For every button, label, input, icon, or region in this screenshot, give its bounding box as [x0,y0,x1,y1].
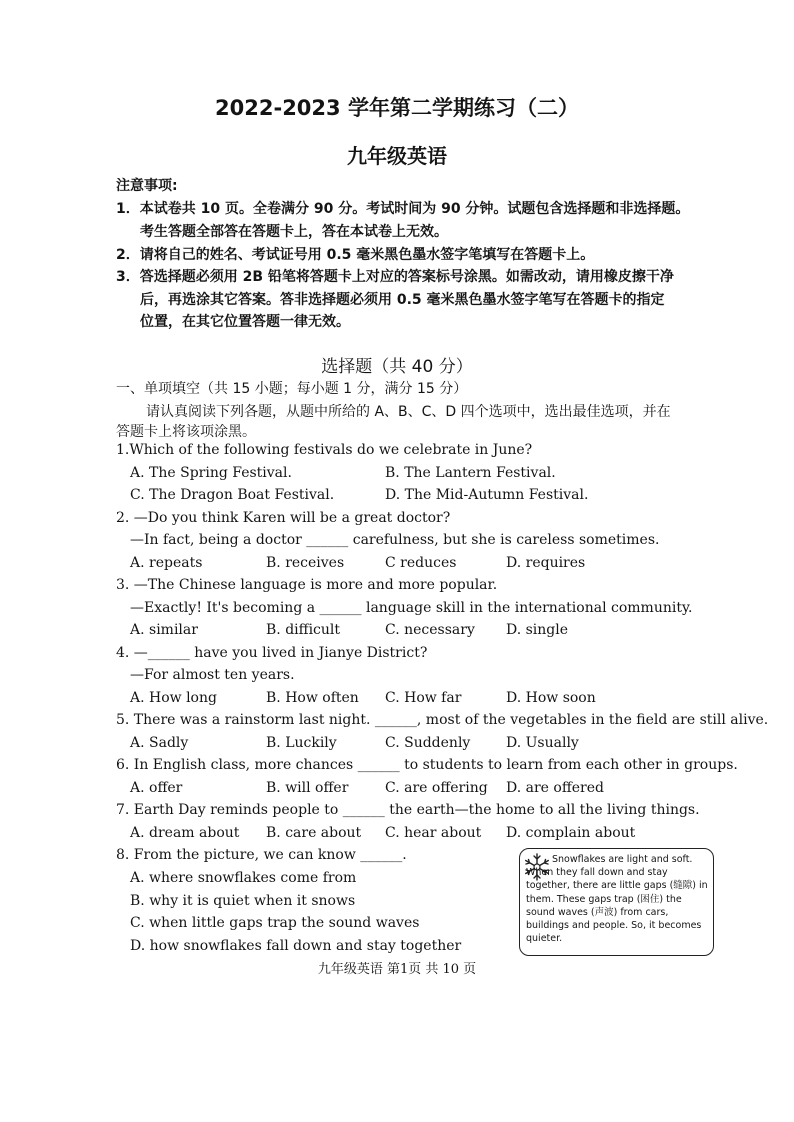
q8-option-b: B. why it is quiet when it snows [130,893,356,909]
part-heading: 一、单项填空（共 15 小题；每小题 1 分，满分 15 分） [116,381,468,397]
q5-option-d: D. Usually [506,735,579,751]
q3-option-d: D. single [506,622,569,638]
q1-option-c: C. The Dragon Boat Festival. [130,487,335,503]
q5-option-c: C. Suddenly [385,735,471,751]
q4-option-d: D. How soon [506,690,596,706]
question-2-line: —In fact, being a doctor ______ carefulness, but she is careless sometimes. [130,532,660,548]
q2-option-b: B. receives [266,555,345,571]
q4-option-b: B. How often [266,690,359,706]
q6-option-c: C. are offering [385,780,488,796]
q7-option-c: C. hear about [385,825,482,841]
question-5-stem: 5. There was a rainstorm last night. ______, most of the vegetables in the field are still alive. [116,712,769,728]
q6-option-d: D. are offered [506,780,604,796]
question-8-stem: 8. From the picture, we can know ______. [116,847,407,863]
q5-option-a: A. Sadly [130,735,189,751]
q4-option-c: C. How far [385,690,462,706]
q1-option-a: A. The Spring Festival. [130,465,292,481]
note-line: 考生答题全部答在答题卡上，答在本试卷上无效。 [140,224,448,240]
note-line: 2．请将自己的姓名、考试证号用 0.5 毫米黑色墨水签字笔填写在答题卡上。 [116,247,595,263]
section-title: 选择题（共 40 分） [321,357,473,377]
q6-option-b: B. will offer [266,780,349,796]
q3-option-b: B. difficult [266,622,341,638]
q2-option-a: A. repeats [130,555,203,571]
q2-option-c: C reduces [385,555,457,571]
instruction-line: 请认真阅读下列各题，从题中所给的 A、B、C、D 四个选项中，选出最佳选项，并在 [146,404,671,420]
question-2-stem: 2. —Do you think Karen will be a great doctor? [116,510,451,526]
exam-title: 2022-2023 学年第二学期练习（二） [215,96,579,120]
q2-option-d: D. requires [506,555,586,571]
q7-option-b: B. care about [266,825,362,841]
q3-option-c: C. necessary [385,622,475,638]
question-4-line: —For almost ten years. [130,667,295,683]
q8-option-a: A. where snowflakes come from [130,870,357,886]
question-7-stem: 7. Earth Day reminds people to ______ the earth—the home to all the living things. [116,802,700,818]
q8-option-d: D. how snowflakes fall down and stay together [130,938,462,954]
exam-subtitle: 九年级英语 [347,144,447,168]
note-line: 后，再选涂其它答案。答非选择题必须用 0.5 毫米黑色墨水签字笔写在答题卡的指定 [140,292,665,308]
q4-option-a: A. How long [130,690,217,706]
note-line: 1．本试卷共 10 页。全卷满分 90 分。考试时间为 90 分钟。试题包含选择题和非选择题。 [116,201,690,217]
notes-heading: 注意事项: [116,178,178,194]
q3-option-a: A. similar [130,622,198,638]
instruction-line: 答题卡上将该项涂黑。 [116,424,256,440]
note-line: 3．答选择题必须用 2B 铅笔将答题卡上对应的答案标号涂黑。如需改动，请用橡皮擦干净 [116,269,674,285]
q7-option-d: D. complain about [506,825,636,841]
note-line: 位置，在其它位置答题一律无效。 [140,314,350,330]
question-3-line: —Exactly! It's becoming a ______ language skill in the international community. [130,600,693,616]
page-footer: 九年级英语 第1页 共 10 页 [317,962,477,977]
q1-option-b: B. The Lantern Festival. [385,465,556,481]
question-1-stem: 1.Which of the following festivals do we celebrate in June? [116,442,533,458]
question-6-stem: 6. In English class, more chances ______ to students to learn from each other in groups. [116,757,738,773]
picture-text: Snowflakes are light and soft. When they fall down and stay together, there are little gaps (缝隙) in them. These gaps trap (困住) the sound waves (声波) from cars, buildings and people. So, it becomes quieter. [526,854,708,945]
q7-option-a: A. dream about [130,825,240,841]
q5-option-b: B. Luckily [266,735,337,751]
q8-option-c: C. when little gaps trap the sound waves [130,915,420,931]
question-4-stem: 4. —______ have you lived in Jianye District? [116,645,428,661]
q6-option-a: A. offer [130,780,183,796]
q1-option-d: D. The Mid-Autumn Festival. [385,487,589,503]
question-3-stem: 3. —The Chinese language is more and more popular. [116,577,498,593]
